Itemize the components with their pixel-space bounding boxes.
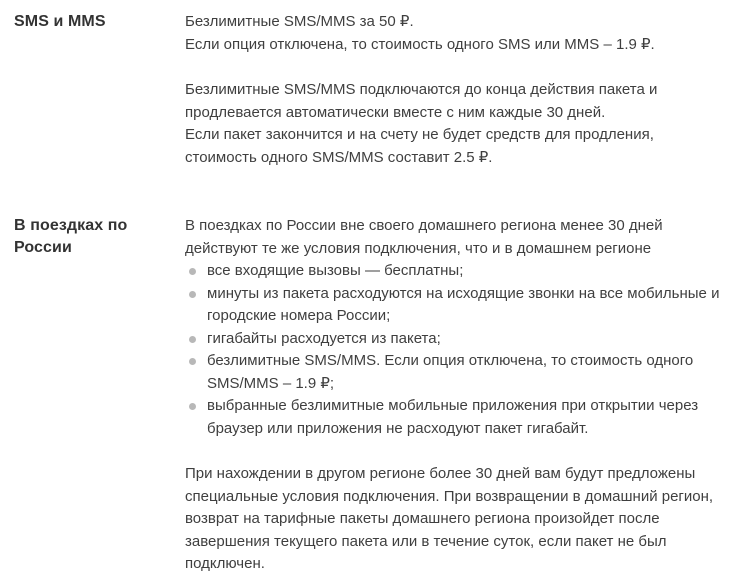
travel-russia-content — [185, 215, 725, 576]
bullet-icon — [189, 336, 196, 343]
travel-conditions-list — [185, 260, 725, 440]
list-item — [185, 328, 725, 351]
text-line: Если опция отключена, то стоимость одного SMS или MMS – 1.9 ₽. — [185, 35, 655, 53]
sms-mms-content — [185, 11, 725, 169]
bullet-icon — [189, 291, 196, 298]
list-item — [185, 283, 725, 328]
text-line: Безлимитные SMS/MMS за 50 ₽. — [185, 13, 414, 30]
list-item — [185, 395, 725, 440]
sms-mms-pricing-paragraph — [185, 11, 725, 56]
list-item-text: гигабайты расходуется из пакета; — [207, 329, 441, 347]
text-line: Если пакет закончится и на счету не будет средств для продления, стоимость одного SMS/MMS составит 2.5 ₽. — [185, 126, 654, 166]
travel-intro-paragraph — [185, 215, 725, 260]
list-item-text: безлимитные SMS/MMS. Если опция отключена, то стоимость одного SMS/MMS – 1.9 ₽; — [207, 352, 694, 392]
travel-closing-paragraph — [185, 463, 725, 576]
text-line: Безлимитные SMS/MMS подключаются до конца действия пакета и продлевается автоматически вместе с ним каждые 30 дней. — [185, 81, 658, 121]
text-line: В поездках по России вне своего домашнего региона менее 30 дней действуют те же условия подключения, что и в домашнем регионе — [185, 217, 663, 257]
bullet-icon — [189, 403, 196, 410]
section-sms-mms — [14, 11, 725, 169]
list-item-text: минуты из пакета расходуются на исходящие звонки на все мобильные и городские номера России; — [207, 284, 720, 324]
bullet-icon — [189, 268, 196, 275]
bullet-icon — [189, 358, 196, 365]
list-item-text: все входящие вызовы — бесплатны; — [207, 262, 464, 279]
list-item — [185, 350, 725, 395]
row-label-sms-mms: SMS и MMS — [14, 13, 106, 30]
row-label-travel-russia: В поездках по России — [14, 217, 128, 256]
list-item — [185, 260, 725, 283]
text-line: При нахождении в другом регионе более 30 дней вам будут предложены специальные условия подключения. При возвращении в домашний регион, возврат на тарифные пакеты домашнего региона произойдет после завершения текущего пакета или в течение суток, если пакет не был подключен. — [185, 465, 714, 572]
section-travel-russia — [14, 215, 725, 576]
sms-mms-renewal-paragraph — [185, 79, 725, 169]
list-item-text: выбранные безлимитные мобильные приложения при открытии через браузер или приложения не расходуют пакет гигабайт. — [207, 397, 699, 437]
